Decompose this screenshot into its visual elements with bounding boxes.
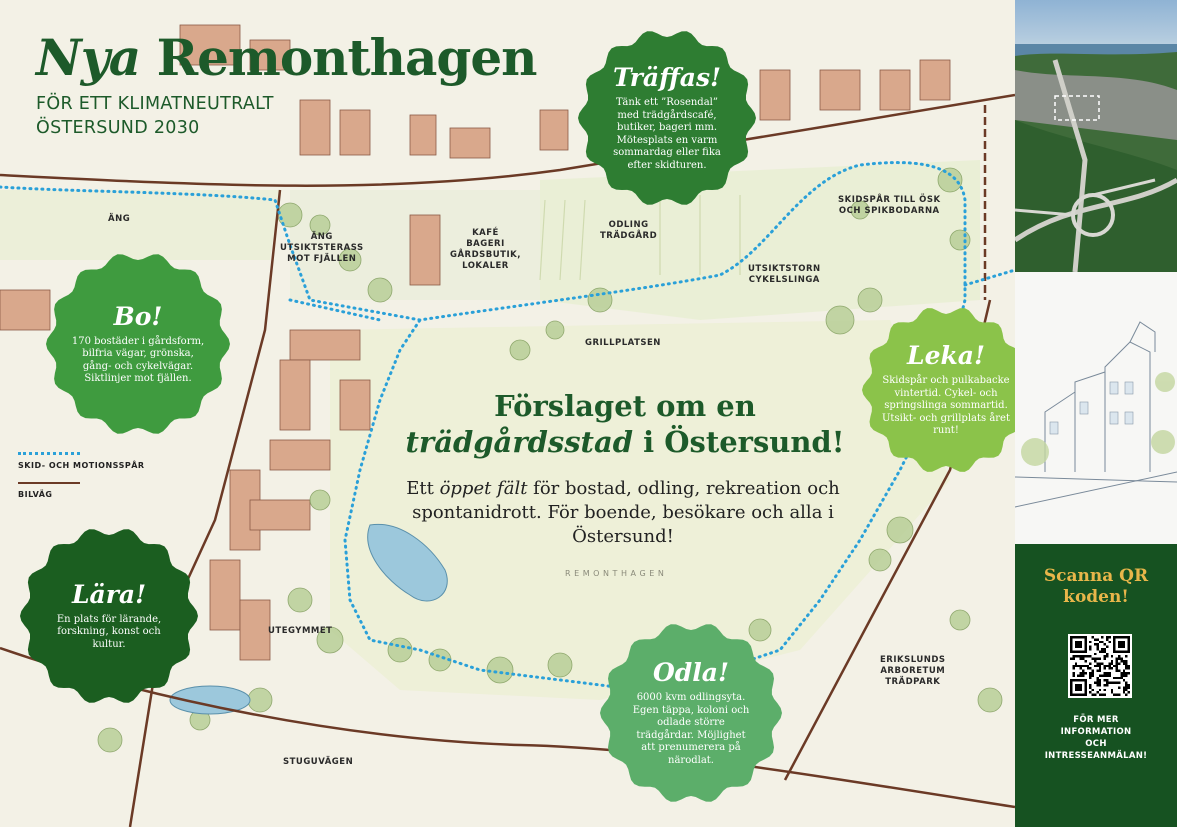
label-odling: ODLING TRÄDGÅRD xyxy=(600,220,658,241)
subtitle-line-1: FÖR ETT KLIMATNEUTRALT xyxy=(36,94,274,114)
legend-road-label: BILVÄG xyxy=(18,490,53,499)
badge-leka xyxy=(860,304,1015,476)
street-sketch-image xyxy=(1015,272,1177,544)
label-ang: ÄNG xyxy=(108,214,131,224)
label-utsikt-fjallen: ÄNG UTSIKTSTERASS MOT FJÄLLEN xyxy=(280,232,364,264)
center-heading xyxy=(360,388,890,460)
title-italic: Nya xyxy=(36,28,141,87)
center-heading-line-2 xyxy=(360,424,890,460)
qr-code-icon[interactable] xyxy=(1068,634,1132,698)
badge-lara-text: En plats för lärande, forskning, konst och kultur. xyxy=(56,613,162,650)
badge-leka-text: Skidspår och pulkabacke vintertid. Cykel- och springslinga sommartid. Utsikt- och grillplats året runt! xyxy=(882,375,1010,437)
center-heading-rest: i Östersund! xyxy=(633,425,845,459)
legend-ski-label: SKID- OCH MOTIONSSPÅR xyxy=(18,461,145,470)
label-utegymmet: UTEGYMMET xyxy=(268,626,333,636)
qr-code-pattern xyxy=(1070,636,1130,696)
badge-bo xyxy=(44,250,232,438)
page-title xyxy=(36,30,537,86)
badge-traffas xyxy=(576,27,758,209)
badge-bo-text: 170 bostäder i gårdsform, bilfria vägar, grönska, gång- och cykelvägar. Siktlinjer mot fjällen. xyxy=(71,335,205,384)
badge-lara-heading: Lära! xyxy=(71,579,147,609)
subtitle-line-2: ÖSTERSUND 2030 xyxy=(36,118,200,138)
label-kafe: KAFÉ BAGERI GÅRDSBUTIK, LOKALER xyxy=(450,228,521,271)
label-stuguvagen: STUGUVÄGEN xyxy=(283,757,354,767)
street-sketch xyxy=(1015,272,1177,544)
center-heading-italic: trädgårdsstad xyxy=(405,425,634,459)
qr-panel xyxy=(1015,544,1177,827)
center-heading-line-1: Förslaget om en xyxy=(494,389,756,423)
qr-info: FÖR MER INFORMATION OCH INTRESSEANMÄLAN! xyxy=(1044,715,1148,761)
label-grillplatsen: GRILLPLATSEN xyxy=(585,338,661,348)
legend-road-swatch xyxy=(18,482,80,484)
badge-bo-heading: Bo! xyxy=(113,301,163,331)
badge-odla xyxy=(598,620,784,806)
badge-leka-heading: Leka! xyxy=(907,341,985,371)
center-sub-part-1: Ett xyxy=(406,478,440,499)
label-eriksslunds: ERIKSLUNDS ARBORETUM TRÄDPARK xyxy=(880,655,946,687)
center-description xyxy=(382,477,864,549)
legend-ski-swatch xyxy=(18,452,80,455)
label-utsiktstorn: UTSIKTSTORN CYKELSLINGA xyxy=(748,264,821,285)
center-sub-italic: öppet fält xyxy=(439,478,528,499)
qr-title: Scanna QR koden! xyxy=(1043,566,1149,607)
badge-odla-text: 6000 kvm odlingsyta. Egen täppa, koloni och odlade större trädgårdar. Möjlighet att prenumerera på närodlat. xyxy=(632,692,750,766)
badge-traffas-text: Tänk ett ”Rosendal” med trädgårdscafé, butiker, bageri mm. Mötesplats en varm sommardag eller fika efter skidturen. xyxy=(613,97,721,171)
title-block xyxy=(36,30,537,140)
subtitle xyxy=(36,92,537,140)
label-remonthagen-field: R E M O N T H A G E N xyxy=(565,569,665,578)
badge-odla-heading: Odla! xyxy=(653,658,729,687)
badge-traffas-heading: Träffas! xyxy=(612,63,722,92)
aerial-photo xyxy=(1015,0,1177,272)
label-skidspar: SKIDSPÅR TILL ÖSK OCH SPIKBODARNA xyxy=(838,195,941,216)
title-rest: Remonthagen xyxy=(140,28,537,87)
aerial-photo-image xyxy=(1015,0,1177,272)
center-sub-part-2: för bostad, odling, rekreation och spontanidrott. För boende, besökare och alla i Östersund! xyxy=(412,478,840,547)
badge-lara xyxy=(18,525,200,707)
